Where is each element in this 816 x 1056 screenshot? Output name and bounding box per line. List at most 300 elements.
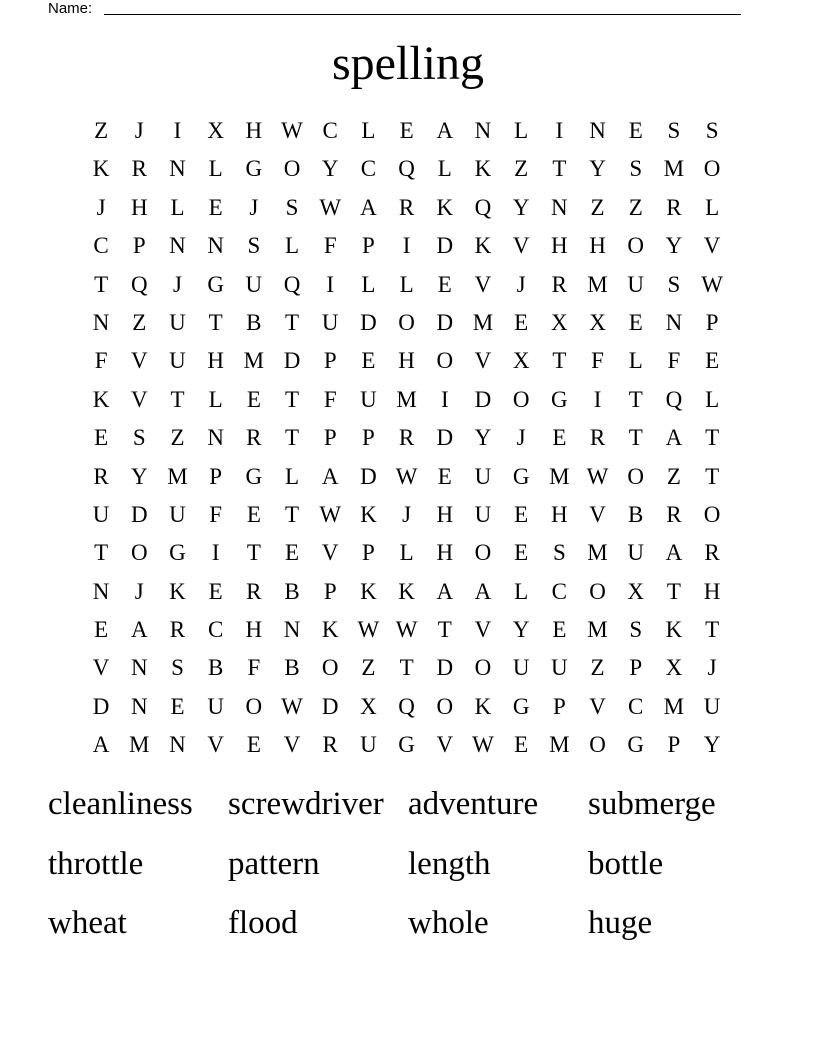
grid-letter: C (360, 156, 377, 182)
grid-letter: E (285, 540, 300, 566)
grid-letter: O (512, 386, 530, 412)
grid-letter: W (472, 732, 494, 758)
word-bank-item: screwdriver (228, 786, 384, 822)
grid-letter: I (555, 118, 564, 143)
grid-letter: N (589, 118, 606, 143)
grid-letter: Z (666, 463, 681, 489)
grid-letter: N (130, 655, 148, 681)
grid-letter: D (283, 348, 301, 374)
grid-letter: B (284, 655, 300, 681)
grid-letter: H (436, 540, 454, 566)
word-bank-item: flood (228, 905, 298, 941)
grid-letter: Q (398, 156, 415, 182)
grid-letter: T (285, 309, 300, 335)
grid-letter: A (321, 463, 339, 489)
grid-letter: B (628, 501, 644, 527)
grid-letter: P (362, 540, 375, 566)
grid-letter: T (94, 540, 109, 566)
grid-letter: K (360, 578, 377, 604)
grid-letter: P (629, 655, 643, 681)
grid-letter: S (629, 617, 643, 643)
grid-letter: Y (130, 463, 148, 489)
grid-letter: K (474, 233, 492, 259)
grid-letter: F (209, 501, 223, 527)
grid-letter: P (705, 309, 719, 335)
grid-letter: H (398, 348, 415, 374)
grid-letter: V (589, 501, 606, 527)
word-bank-item: pattern (228, 845, 320, 882)
grid-letter: C (551, 578, 568, 604)
grid-letter: T (552, 156, 567, 182)
grid-letter: S (285, 194, 299, 220)
grid-letter: K (398, 578, 415, 604)
grid-letter: O (703, 501, 721, 527)
grid-letter: N (130, 693, 148, 719)
grid-letter: T (285, 425, 300, 451)
grid-letter: K (360, 501, 377, 527)
grid-letter: U (474, 463, 492, 489)
grid-letter: R (169, 617, 186, 643)
grid-letter: E (552, 617, 567, 643)
grid-letter: Z (514, 156, 529, 182)
grid-letter: O (398, 309, 415, 335)
grid-letter: O (436, 348, 454, 374)
grid-letter: L (285, 233, 300, 259)
grid-letter: G (245, 463, 263, 489)
grid-letter: K (92, 156, 110, 182)
grid-letter: F (94, 348, 108, 374)
grid-letter: B (246, 309, 262, 335)
name-label: Name: (48, 0, 93, 17)
grid-letter: N (665, 309, 683, 335)
name-blank-line (104, 14, 741, 15)
grid-letter: K (436, 194, 454, 220)
grid-letter: G (398, 732, 415, 758)
grid-letter: P (667, 732, 681, 758)
grid-letter: E (705, 348, 720, 374)
grid-letter: E (170, 693, 185, 719)
grid-letter: R (246, 578, 262, 604)
grid-letter: E (208, 578, 223, 604)
grid-letter: T (628, 425, 643, 451)
grid-letter: T (705, 463, 720, 489)
grid-letter: M (663, 156, 685, 182)
grid-letter: O (589, 732, 606, 758)
grid-letter: M (243, 348, 265, 374)
grid-letter: O (627, 233, 645, 259)
grid-letter: L (437, 156, 452, 182)
grid-letter: J (134, 578, 144, 604)
grid-letter: R (666, 501, 682, 527)
grid-letter: T (285, 386, 300, 412)
grid-letter: G (207, 271, 224, 297)
grid-letter: E (437, 271, 452, 297)
grid-letter: X (665, 655, 683, 681)
grid-letter: V (474, 348, 492, 374)
word-bank-item: whole (408, 905, 489, 941)
grid-letter: X (207, 118, 224, 143)
grid-letter: K (665, 617, 683, 643)
grid-letter: E (94, 617, 109, 643)
grid-letter: C (93, 233, 109, 259)
grid-letter: R (704, 540, 720, 566)
grid-letter: E (514, 309, 529, 335)
grid-letter: P (362, 233, 375, 259)
grid-letter: Y (703, 732, 721, 758)
grid-letter: F (247, 655, 261, 681)
grid-letter: N (92, 578, 110, 604)
grid-letter: E (628, 309, 643, 335)
grid-letter: L (208, 386, 223, 412)
grid-letter: U (245, 271, 263, 297)
grid-letter: O (474, 540, 492, 566)
grid-letter: T (208, 309, 223, 335)
grid-letter: V (130, 348, 148, 374)
grid-letter: B (284, 578, 300, 604)
grid-letter: T (552, 348, 567, 374)
grid-letter: L (361, 118, 376, 143)
grid-letter: M (549, 463, 570, 489)
grid-letter: E (437, 463, 452, 489)
grid-letter: E (246, 386, 261, 412)
grid-letter: M (129, 732, 150, 758)
grid-letter: I (593, 386, 602, 412)
grid-letter: Q (665, 386, 683, 412)
grid-letter: X (551, 309, 568, 335)
word-bank-item: length (408, 845, 491, 882)
word-bank-item: submerge (588, 786, 716, 822)
grid-letter: Q (283, 271, 301, 297)
grid-letter: Z (590, 194, 605, 220)
grid-letter: U (627, 540, 645, 566)
grid-letter: E (552, 425, 567, 451)
grid-letter: T (285, 501, 300, 527)
grid-letter: U (207, 693, 224, 719)
grid-letter: Z (361, 655, 376, 681)
grid-letter: O (245, 693, 263, 719)
grid-letter: Y (321, 156, 339, 182)
grid-letter: P (552, 693, 566, 719)
grid-letter: A (436, 578, 454, 604)
grid-letter: M (663, 693, 685, 719)
grid-letter: K (169, 578, 186, 604)
grid-letter: L (399, 540, 414, 566)
word-bank-item: bottle (588, 845, 664, 882)
grid-letter: I (173, 118, 182, 143)
grid-letter: A (360, 194, 377, 220)
grid-letter: U (703, 693, 721, 719)
grid-letter: U (551, 655, 568, 681)
word-bank-item: huge (588, 905, 653, 941)
grid-letter: H (130, 194, 148, 220)
grid-letter: L (170, 194, 185, 220)
grid-letter: L (361, 271, 376, 297)
grid-letter: O (283, 156, 301, 182)
grid-letter: U (512, 655, 530, 681)
grid-letter: D (436, 309, 454, 335)
grid-letter: E (514, 501, 529, 527)
grid-letter: H (207, 348, 224, 374)
grid-letter: W (281, 118, 303, 143)
grid-letter: V (130, 386, 148, 412)
grid-letter: T (705, 425, 720, 451)
grid-letter: T (437, 617, 452, 643)
grid-letter: Z (132, 309, 147, 335)
word-bank-item: wheat (48, 905, 127, 941)
grid-letter: E (514, 732, 529, 758)
grid-letter: V (589, 693, 606, 719)
word-bank-item: throttle (48, 845, 144, 882)
grid-letter: K (92, 386, 110, 412)
grid-letter: U (360, 386, 377, 412)
grid-letter: Z (170, 425, 185, 451)
grid-letter: Z (628, 194, 643, 220)
grid-letter: P (362, 425, 375, 451)
grid-letter: J (707, 655, 717, 681)
grid-letter: V (474, 271, 492, 297)
grid-letter: S (705, 118, 719, 143)
grid-letter: S (132, 425, 146, 451)
grid-letter: N (92, 309, 110, 335)
grid-letter: Q (130, 271, 148, 297)
grid-letter: Q (474, 194, 492, 220)
grid-letter: U (169, 348, 186, 374)
grid-letter: S (552, 540, 566, 566)
grid-letter: J (516, 425, 526, 451)
grid-letter: M (587, 271, 608, 297)
grid-letter: M (587, 540, 608, 566)
grid-letter: L (705, 386, 720, 412)
grid-letter: Y (512, 194, 530, 220)
grid-letter: W (281, 693, 303, 719)
grid-letter: J (402, 501, 412, 527)
grid-letter: R (246, 425, 262, 451)
grid-letter: H (551, 501, 568, 527)
grid-letter: A (665, 540, 683, 566)
grid-letter: T (170, 386, 185, 412)
grid-letter: P (323, 578, 337, 604)
grid-letter: J (134, 118, 144, 143)
grid-letter: S (629, 156, 643, 182)
grid-letter: C (628, 693, 644, 719)
grid-letter: A (474, 578, 492, 604)
grid-letter: T (246, 540, 261, 566)
grid-letter: M (396, 386, 417, 412)
grid-letter: R (551, 271, 568, 297)
grid-letter: O (130, 540, 148, 566)
grid-letter: D (360, 309, 377, 335)
grid-letter: E (208, 194, 223, 220)
grid-letter: X (360, 693, 377, 719)
word-bank-item: cleanliness (48, 786, 193, 822)
grid-letter: Y (589, 156, 606, 182)
grid-letter: T (399, 655, 414, 681)
grid-letter: K (321, 617, 339, 643)
letter-grid (82, 112, 730, 765)
grid-letter: W (357, 617, 380, 643)
grid-letter: J (96, 194, 106, 220)
grid-letter: K (474, 693, 492, 719)
grid-letter: H (436, 501, 454, 527)
grid-letter: F (323, 386, 337, 412)
grid-letter: K (474, 156, 492, 182)
grid-letter: Q (398, 693, 415, 719)
grid-letter: W (395, 617, 418, 643)
grid-letter: Y (474, 425, 492, 451)
grid-letter: A (130, 617, 148, 643)
grid-letter: V (474, 617, 492, 643)
grid-letter: D (360, 463, 377, 489)
grid-letter: U (627, 271, 645, 297)
grid-letter: L (514, 118, 529, 143)
grid-letter: E (246, 501, 261, 527)
grid-letter: H (589, 233, 606, 259)
grid-letter: L (285, 463, 300, 489)
grid-letter: P (323, 348, 337, 374)
grid-letter: X (512, 348, 530, 374)
grid-letter: A (665, 425, 683, 451)
grid-letter: Z (94, 118, 109, 143)
grid-letter: M (549, 732, 570, 758)
grid-letter: V (92, 655, 110, 681)
grid-letter: O (627, 463, 645, 489)
grid-letter: P (132, 233, 146, 259)
grid-letter: R (131, 156, 147, 182)
grid-letter: N (169, 732, 186, 758)
grid-letter: O (321, 655, 339, 681)
grid-letter: H (245, 617, 263, 643)
grid-letter: O (474, 655, 492, 681)
grid-letter: R (93, 463, 109, 489)
grid-letter: H (703, 578, 721, 604)
grid-letter: Y (665, 233, 683, 259)
grid-letter: H (551, 233, 568, 259)
grid-letter: R (322, 732, 338, 758)
grid-letter: P (323, 425, 337, 451)
grid-letter: S (667, 271, 681, 297)
grid-letter: V (512, 233, 530, 259)
grid-letter: O (589, 578, 606, 604)
grid-letter: G (169, 540, 186, 566)
grid-letter: I (326, 271, 335, 297)
grid-letter: J (172, 271, 182, 297)
grid-letter: D (474, 386, 492, 412)
grid-letter: X (627, 578, 645, 604)
grid-letter: W (319, 194, 342, 220)
grid-letter: D (130, 501, 148, 527)
grid-letter: N (169, 233, 186, 259)
grid-letter: M (587, 617, 608, 643)
grid-letter: W (319, 501, 342, 527)
grid-letter: O (436, 693, 454, 719)
grid-letter: W (586, 463, 609, 489)
grid-letter: R (666, 194, 682, 220)
grid-letter: I (440, 386, 449, 412)
grid-letter: N (551, 194, 568, 220)
grid-letter: N (474, 118, 492, 143)
grid-letter: G (627, 732, 645, 758)
grid-letter: E (94, 425, 109, 451)
grid-letter: S (247, 233, 261, 259)
grid-letter: M (472, 309, 494, 335)
grid-letter: D (436, 655, 454, 681)
grid-letter: P (209, 463, 223, 489)
grid-letter: B (207, 655, 224, 681)
grid-letter: E (628, 118, 643, 143)
grid-letter: I (402, 233, 411, 259)
grid-letter: Z (590, 655, 605, 681)
page-title: spelling (332, 37, 484, 90)
grid-letter: D (436, 425, 454, 451)
grid-letter: L (705, 194, 720, 220)
grid-letter: G (512, 463, 530, 489)
grid-letter: U (474, 501, 492, 527)
grid-letter: L (628, 348, 643, 374)
grid-letter: W (395, 463, 418, 489)
grid-letter: A (92, 732, 110, 758)
word-bank-item: adventure (408, 786, 539, 822)
grid-letter: N (283, 617, 301, 643)
grid-letter: E (361, 348, 376, 374)
grid-letter: T (705, 617, 720, 643)
grid-letter: S (171, 655, 184, 681)
grid-letter: V (207, 732, 224, 758)
grid-letter: N (207, 425, 224, 451)
grid-letter: F (667, 348, 681, 374)
grid-letter: G (245, 156, 263, 182)
grid-letter: T (94, 271, 109, 297)
grid-letter: E (514, 540, 529, 566)
grid-letter: V (283, 732, 301, 758)
grid-letter: H (245, 118, 263, 143)
grid-letter: J (249, 194, 259, 220)
grid-letter: R (589, 425, 606, 451)
grid-letter: L (514, 578, 529, 604)
grid-letter: M (167, 463, 188, 489)
grid-letter: G (551, 386, 568, 412)
grid-letter: V (321, 540, 339, 566)
grid-letter: I (211, 540, 220, 566)
grid-letter: X (589, 309, 606, 335)
grid-letter: O (703, 156, 721, 182)
grid-letter: D (436, 233, 454, 259)
grid-letter: N (207, 233, 224, 259)
grid-letter: L (208, 156, 223, 182)
word-bank (48, 780, 768, 959)
grid-letter: D (321, 693, 339, 719)
grid-letter: J (516, 271, 526, 297)
grid-letter: R (398, 194, 415, 220)
grid-letter: N (169, 156, 186, 182)
grid-letter: T (628, 386, 643, 412)
grid-letter: E (246, 732, 261, 758)
grid-letter: W (701, 271, 723, 297)
grid-letter: E (399, 118, 414, 143)
grid-letter: F (591, 348, 604, 374)
grid-letter: U (321, 309, 339, 335)
grid-letter: Y (512, 617, 530, 643)
grid-letter: C (207, 617, 224, 643)
grid-letter: U (360, 732, 377, 758)
grid-letter: F (323, 233, 337, 259)
grid-letter: C (322, 118, 338, 143)
grid-letter: R (398, 425, 415, 451)
grid-letter: G (512, 693, 530, 719)
grid-letter: U (169, 501, 186, 527)
grid-letter: U (169, 309, 186, 335)
grid-letter: V (436, 732, 454, 758)
grid-letter: L (399, 271, 414, 297)
